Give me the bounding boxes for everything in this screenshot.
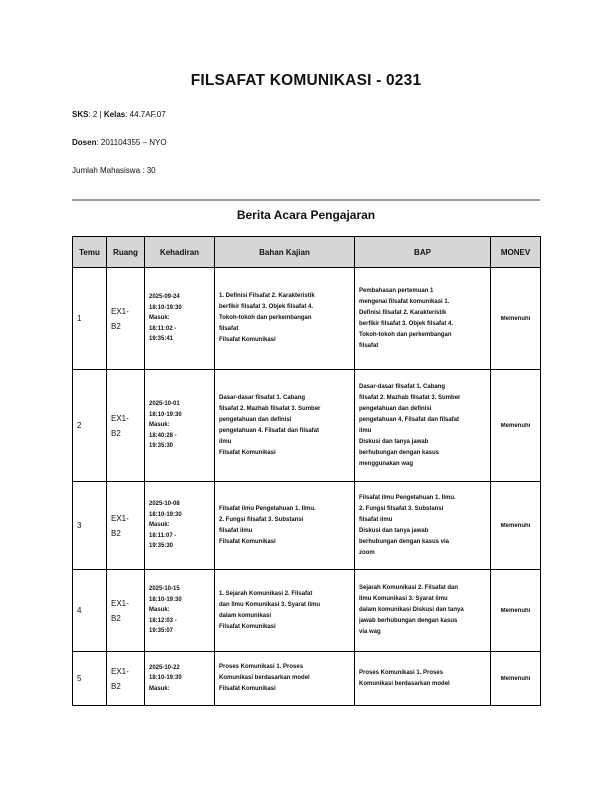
bap-cell-line: Proses Komunikasi 1. Proses	[359, 669, 444, 676]
kehadiran-cell-line: Masuk:	[149, 422, 170, 429]
kehadiran-cell-line: 18:10-19:30	[149, 511, 182, 518]
ruang-cell-line: EX1-	[111, 666, 129, 676]
kehadiran-cell-line: 18:10-19:30	[149, 304, 182, 311]
bahan-kajian-cell-line: Tokoh-tokoh dan perkembangan	[219, 315, 312, 321]
bap-cell	[355, 570, 491, 652]
temu-cell	[73, 370, 107, 482]
ruang-cell-line: B2	[111, 428, 121, 438]
kehadiran-cell-line: 19:35:30	[149, 543, 174, 550]
bap-cell-line: jawab berhubungan dengan kasus	[359, 618, 458, 624]
bahan-kajian-cell-line: berfikir filsafat 3. Objek filsafat 4.	[219, 304, 314, 310]
sks-kelas-line	[72, 110, 166, 119]
ruang-cell-line: EX1-	[111, 306, 129, 316]
bap-cell-line: zoom	[359, 549, 375, 556]
bahan-kajian-cell-line: Filsafat Komunikasi	[219, 623, 276, 630]
kehadiran-cell-line: 19:35:07	[149, 628, 174, 635]
temu-cell	[73, 570, 107, 652]
kehadiran-cell-line: 2025-10-22	[149, 664, 180, 671]
bap-cell-line: Pembahasan pertemuan 1	[359, 287, 434, 294]
kehadiran-cell-line: 2025-10-15	[149, 586, 180, 593]
header-kehadiran: Kehadiran	[145, 237, 215, 268]
ruang-cell-line: EX1-	[111, 413, 129, 423]
bahan-kajian-cell-line: Filsafat Komunikasi	[219, 449, 276, 456]
kehadiran-cell-line: 19:35:41	[149, 336, 174, 343]
table-header-row	[73, 237, 541, 268]
kehadiran-cell-line: 18:10-19:30	[149, 411, 182, 418]
bap-cell-line: Diskusi dan tanya jawab	[359, 438, 429, 445]
bap-cell-line: 2. Fungsi filsafat 3. Substansi	[359, 505, 444, 512]
monev-cell-line: Memenuhi	[500, 522, 531, 529]
ruang-cell-line: B2	[111, 528, 121, 538]
kehadiran-cell	[145, 370, 215, 482]
bap-cell-line: filsafat ilmu	[359, 516, 393, 523]
header-monev: MONEV	[491, 237, 541, 268]
ruang-cell-line: EX1-	[111, 513, 129, 523]
bahan-kajian-cell-line: Dasar-dasar filsafat 1. Cabang	[219, 394, 306, 401]
bahan-kajian-cell	[215, 370, 355, 482]
bap-cell-line: berhubungan dengan kasus	[359, 449, 440, 456]
bap-cell-line: Komunikasi berdasarkan model	[359, 680, 450, 687]
table-row	[73, 652, 541, 706]
bahan-kajian-cell-line: dalam komunikasi	[219, 612, 272, 619]
kelas-value: : 44.7AF.07	[125, 110, 166, 119]
bap-cell-line: via wag	[359, 629, 381, 635]
bahan-kajian-cell-line: 1. Definisi Filsafat 2. Karakteristik	[219, 293, 315, 299]
bahan-kajian-cell-line: Filsafat Komunikasi	[219, 337, 276, 343]
bap-cell-line: filsafat 2. Mazhab filsafat 3. Sumber	[359, 394, 461, 401]
bap-cell-line: Definisi filsafat 2. Karakteristik	[359, 309, 447, 316]
temu-cell-line: 2	[77, 421, 82, 430]
bap-cell-line: Ilmu Komunikasi 3. Syarat ilmu	[359, 596, 448, 602]
jumlah-mahasiswa: Jumlah Mahasiswa : 30	[72, 166, 156, 175]
bahan-kajian-cell	[215, 652, 355, 706]
bahan-kajian-cell-line: Komunikasi berdasarkan model	[219, 675, 310, 681]
kehadiran-cell-line: 19:35:30	[149, 443, 174, 450]
bap-cell	[355, 652, 491, 706]
ruang-cell	[107, 268, 145, 370]
kehadiran-cell-line: Masuk:	[149, 607, 170, 614]
table-row	[73, 370, 541, 482]
bahan-kajian-cell-line: dan Ilmu Komunikasi 3. Syarat ilmu	[219, 601, 321, 608]
bap-cell-line: dalam komunikasi Diskusi dan tanya	[359, 607, 464, 613]
bahan-kajian-cell-line: Filsafat Komunikasi	[219, 538, 276, 545]
bap-cell-line: Filsafat ilmu Pengetahuan 1. Ilmu.	[359, 494, 456, 501]
ruang-cell-line: EX1-	[111, 598, 129, 608]
bap-cell-line: ilmu	[359, 427, 372, 434]
table-row	[73, 570, 541, 652]
kehadiran-cell	[145, 652, 215, 706]
bap-cell-line: Diskusi dan tanya jawab	[359, 527, 429, 534]
ruang-cell-line: B2	[111, 681, 121, 691]
kehadiran-cell-line: 18:40:28 -	[149, 432, 177, 439]
kehadiran-cell	[145, 268, 215, 370]
bap-cell	[355, 268, 491, 370]
kehadiran-cell-line: Masuk:	[149, 315, 170, 322]
ruang-cell	[107, 370, 145, 482]
divider	[72, 199, 540, 201]
temu-cell	[73, 652, 107, 706]
kehadiran-cell-line: 18:10-19:30	[149, 675, 182, 682]
bap-cell	[355, 370, 491, 482]
kehadiran-cell-line: 2025-09-24	[149, 294, 180, 301]
monev-cell	[491, 482, 541, 570]
header-bahan-kajian: Bahan Kajian	[215, 237, 355, 268]
table-row	[73, 268, 541, 370]
bahan-kajian-cell-line: 2. Fungsi filsafat 3. Substansi	[219, 516, 304, 523]
bap-cell-line: menggunakan wag	[359, 460, 414, 467]
bahan-kajian-cell-line: filsafat	[219, 326, 239, 332]
bap-cell-line: berhubungan dengan kasus via	[359, 538, 450, 545]
bap-cell-line: mengenai filsafat komunikasi 1.	[359, 298, 450, 305]
course-title: FILSAFAT KOMUNIKASI - 0231	[190, 72, 422, 89]
header-temu: Temu	[73, 237, 107, 268]
kelas-label: Kelas	[103, 110, 126, 119]
bap-cell-line: Tokoh-tokoh dan perkembangan	[359, 331, 452, 338]
bahan-kajian-cell-line: ilmu	[219, 438, 232, 445]
kehadiran-cell-line: 18:11:07 -	[149, 532, 177, 539]
monev-cell	[491, 570, 541, 652]
bahan-kajian-cell-line: filsafat ilmu	[219, 527, 253, 534]
sks-value: : 2 |	[88, 110, 104, 119]
bap-cell-line: Dasar-dasar filsafat 1. Cabang	[359, 383, 446, 390]
monev-cell	[491, 652, 541, 706]
ruang-cell-line: B2	[111, 613, 121, 623]
monev-cell-line: Memenuhi	[500, 607, 531, 614]
kehadiran-cell-line: 18:10-19:30	[149, 596, 182, 603]
bahan-kajian-cell	[215, 268, 355, 370]
kehadiran-cell-line: 18:11:02 -	[149, 325, 177, 332]
berita-acara-table	[72, 236, 541, 706]
monev-cell	[491, 268, 541, 370]
kehadiran-cell-line: Masuk:	[149, 685, 170, 692]
bahan-kajian-cell-line: filsafat 2. Mazhab filsafat 3. Sumber	[219, 405, 321, 412]
dosen-value: : 201104355 – NYO	[96, 138, 167, 147]
bap-cell-line: Sejarah Komunikasi 2. Filsafat dan	[359, 585, 459, 591]
monev-cell	[491, 370, 541, 482]
monev-cell-line: Memenuhi	[500, 675, 531, 682]
bap-cell-line: pengetahuan 4. Filsafat dan filsafat	[359, 416, 460, 423]
bahan-kajian-cell-line: Filsafat ilmu Pengetahuan 1. Ilmu.	[219, 505, 316, 512]
dosen-line	[72, 138, 167, 147]
bap-cell	[355, 482, 491, 570]
ruang-cell	[107, 482, 145, 570]
bahan-kajian-cell	[215, 482, 355, 570]
header-ruang: Ruang	[107, 237, 145, 268]
monev-cell-line: Memenuhi	[500, 422, 531, 429]
temu-cell-line: 1	[77, 314, 82, 323]
bahan-kajian-cell-line: Proses Komunikasi 1. Proses	[219, 664, 304, 670]
kehadiran-cell-line: Masuk:	[149, 522, 170, 529]
temu-cell	[73, 268, 107, 370]
kehadiran-cell	[145, 482, 215, 570]
table-row	[73, 482, 541, 570]
bap-cell-line: berfikir filsafat 3. Objek filsafat 4.	[359, 320, 454, 327]
bahan-kajian-cell-line: 1. Sejarah Komunikasi 2. Filsafat	[219, 590, 313, 597]
kehadiran-cell	[145, 570, 215, 652]
ruang-cell	[107, 570, 145, 652]
ruang-cell	[107, 652, 145, 706]
section-title: Berita Acara Pengajaran	[236, 208, 376, 222]
bahan-kajian-cell	[215, 570, 355, 652]
temu-cell-line: 3	[77, 521, 82, 530]
temu-cell-line: 5	[77, 674, 82, 683]
kehadiran-cell-line: 2025-10-01	[149, 401, 180, 408]
dosen-label: Dosen	[72, 138, 97, 147]
kehadiran-cell-line: 18:12:03 -	[149, 617, 177, 624]
bap-cell-line: filsafat	[359, 342, 379, 349]
temu-cell	[73, 482, 107, 570]
bap-cell-line: pengetahuan dan definisi	[359, 405, 432, 412]
kehadiran-cell-line: 2025-10-08	[149, 501, 180, 508]
temu-cell-line: 4	[77, 606, 82, 615]
bahan-kajian-cell-line: pengetahuan 4. Filsafat dan filsafat	[219, 427, 320, 434]
monev-cell-line: Memenuhi	[500, 315, 531, 322]
bahan-kajian-cell-line: Filsafat Komunikasi	[219, 686, 276, 692]
bahan-kajian-cell-line: pengetahuan dan definisi	[219, 416, 292, 423]
header-bap: BAP	[355, 237, 491, 268]
sks-label: SKS	[72, 110, 89, 119]
ruang-cell-line: B2	[111, 321, 121, 331]
